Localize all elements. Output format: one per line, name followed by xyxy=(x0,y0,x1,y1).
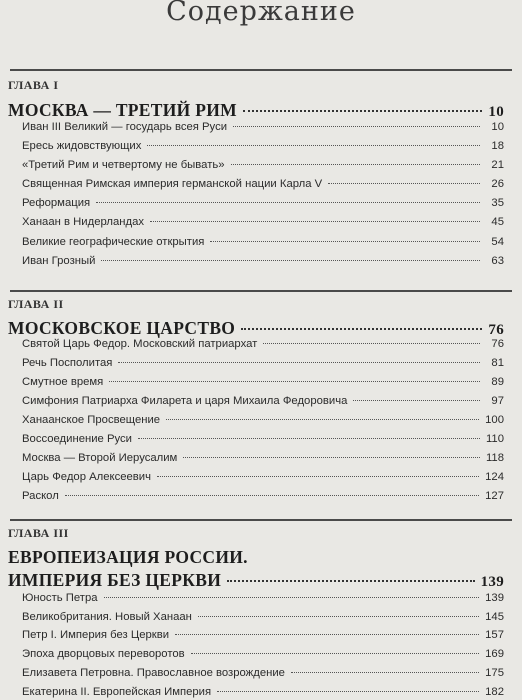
dot-leader xyxy=(231,164,480,165)
dot-leader xyxy=(227,580,474,582)
dot-leader xyxy=(328,183,480,184)
chapter-heading-text: МОСКВА — ТРЕТИЙ РИМ xyxy=(8,100,237,120)
toc-entry[interactable] xyxy=(22,667,504,679)
toc-entry-title: Иван III Великий — государь всея Руси xyxy=(22,121,228,133)
dot-leader xyxy=(150,221,480,222)
dot-leader xyxy=(291,672,479,673)
toc-entry[interactable] xyxy=(22,471,504,483)
toc-entry-page: 26 xyxy=(491,178,504,190)
toc-entry-page: 139 xyxy=(485,592,504,604)
toc-entry[interactable] xyxy=(22,236,504,248)
chapter-page-number: 139 xyxy=(480,574,504,590)
dot-leader xyxy=(147,145,480,146)
chapter-label: ГЛАВА I xyxy=(8,78,59,92)
dot-leader xyxy=(138,438,480,439)
toc-entry-title: Ханаан в Нидерландах xyxy=(22,216,145,228)
toc-entry-title: «Третий Рим и четвертому не бывать» xyxy=(22,159,225,171)
dot-leader xyxy=(157,476,479,477)
toc-entry[interactable] xyxy=(22,338,504,350)
dot-leader xyxy=(101,260,480,261)
toc-entry[interactable] xyxy=(22,216,504,228)
toc-entry-title: Петр I. Империя без Церкви xyxy=(22,629,170,641)
dot-leader xyxy=(353,400,480,401)
toc-entry-page: 145 xyxy=(485,611,504,623)
chapter-rule xyxy=(10,290,512,292)
chapter-page-number: 10 xyxy=(488,104,504,120)
toc-entry-page: 10 xyxy=(491,121,504,133)
chapter-page-number: 76 xyxy=(488,322,504,338)
dot-leader xyxy=(109,381,480,382)
chapter-heading[interactable] xyxy=(8,318,504,339)
toc-entry[interactable] xyxy=(22,414,504,426)
toc-entry-page: 182 xyxy=(485,686,504,698)
chapter-heading-text: МОСКОВСКОЕ ЦАРСТВО xyxy=(8,318,236,338)
toc-entry-page: 157 xyxy=(485,629,504,641)
chapter-rule xyxy=(10,519,512,521)
chapter-rule xyxy=(10,69,512,71)
toc-entry[interactable] xyxy=(22,121,504,133)
toc-entry-title: Священная Римская империя германской нации Карла V xyxy=(22,178,323,190)
toc-entry-title: Москва — Второй Иерусалим xyxy=(22,452,178,464)
toc-entry-page: 89 xyxy=(491,376,504,388)
toc-entry-title: Ханаанское Просвещение xyxy=(22,414,161,426)
toc-entry[interactable] xyxy=(22,592,504,604)
dot-leader xyxy=(243,110,482,112)
dot-leader xyxy=(104,597,480,598)
toc-entry-page: 118 xyxy=(485,452,504,464)
toc-entry[interactable] xyxy=(22,629,504,641)
dot-leader xyxy=(166,419,479,420)
toc-entry-title: Великие географические открытия xyxy=(22,236,205,248)
page-title: Содержание xyxy=(166,0,356,27)
toc-entry-title: Екатерина II. Европейская Империя xyxy=(22,686,212,698)
chapter-heading-text: ИМПЕРИЯ БЕЗ ЦЕРКВИ xyxy=(8,570,222,590)
toc-entry-title: Царь Федор Алексеевич xyxy=(22,471,152,483)
toc-entry-page: 127 xyxy=(485,490,504,502)
chapter-heading-line: ЕВРОПЕИЗАЦИЯ РОССИИ. xyxy=(8,547,248,567)
toc-entry-title: Эпоха дворцовых переворотов xyxy=(22,648,185,660)
toc-entry-page: 45 xyxy=(491,216,504,228)
toc-entry[interactable] xyxy=(22,178,504,190)
toc-entry-title: Ересь жидовствующих xyxy=(22,140,142,152)
toc-entry-page: 21 xyxy=(491,159,504,171)
toc-entry-title: Симфония Патриарха Филарета и царя Михаила Федоровича xyxy=(22,395,348,407)
toc-entry-page: 169 xyxy=(485,648,504,660)
dot-leader xyxy=(233,126,480,127)
dot-leader xyxy=(96,202,480,203)
dot-leader xyxy=(65,495,479,496)
dot-leader xyxy=(118,362,480,363)
toc-entry-page: 18 xyxy=(491,140,504,152)
toc-entry[interactable] xyxy=(22,611,504,623)
toc-entry-title: Реформация xyxy=(22,197,91,209)
chapter-heading[interactable] xyxy=(8,570,504,591)
toc-entry[interactable] xyxy=(22,648,504,660)
toc-entry-title: Воссоединение Руси xyxy=(22,433,132,445)
toc-entry[interactable] xyxy=(22,376,504,388)
toc-entry[interactable] xyxy=(22,452,504,464)
toc-entry-title: Раскол xyxy=(22,490,59,502)
toc-entry-page: 124 xyxy=(485,471,504,483)
toc-entry[interactable] xyxy=(22,433,504,445)
toc-entry[interactable] xyxy=(22,140,504,152)
toc-entry[interactable] xyxy=(22,159,504,171)
toc-entry-title: Святой Царь Федор. Московский патриархат xyxy=(22,338,258,350)
toc-entry-page: 175 xyxy=(485,667,504,679)
toc-entry-page: 35 xyxy=(491,197,504,209)
toc-entry[interactable] xyxy=(22,395,504,407)
dot-leader xyxy=(217,691,479,692)
toc-entry-page: 110 xyxy=(485,433,504,445)
toc-entry[interactable] xyxy=(22,255,504,267)
toc-entry[interactable] xyxy=(22,490,504,502)
toc-entry-page: 100 xyxy=(485,414,504,426)
chapter-heading[interactable] xyxy=(8,100,504,121)
dot-leader xyxy=(210,241,480,242)
toc-entry[interactable] xyxy=(22,686,504,698)
chapter-label: ГЛАВА III xyxy=(8,526,69,540)
chapter-label: ГЛАВА II xyxy=(8,297,64,311)
toc-entry-page: 97 xyxy=(491,395,504,407)
dot-leader xyxy=(183,457,480,458)
dot-leader xyxy=(198,616,479,617)
toc-entry-title: Иван Грозный xyxy=(22,255,96,267)
toc-entry-title: Речь Посполитая xyxy=(22,357,113,369)
toc-entry-page: 76 xyxy=(491,338,504,350)
toc-entry[interactable] xyxy=(22,357,504,369)
toc-entry-title: Смутное время xyxy=(22,376,104,388)
toc-entry-title: Юность Петра xyxy=(22,592,98,604)
toc-entry-title: Елизавета Петровна. Православное возрождение xyxy=(22,667,285,679)
toc-entry-page: 81 xyxy=(491,357,504,369)
dot-leader xyxy=(263,343,480,344)
toc-entry-page: 63 xyxy=(491,255,504,267)
dot-leader xyxy=(191,653,479,654)
dot-leader xyxy=(175,634,479,635)
toc-entry[interactable] xyxy=(22,197,504,209)
dot-leader xyxy=(241,328,482,330)
toc-entry-page: 54 xyxy=(491,236,504,248)
toc-entry-title: Великобритания. Новый Ханаан xyxy=(22,611,192,623)
